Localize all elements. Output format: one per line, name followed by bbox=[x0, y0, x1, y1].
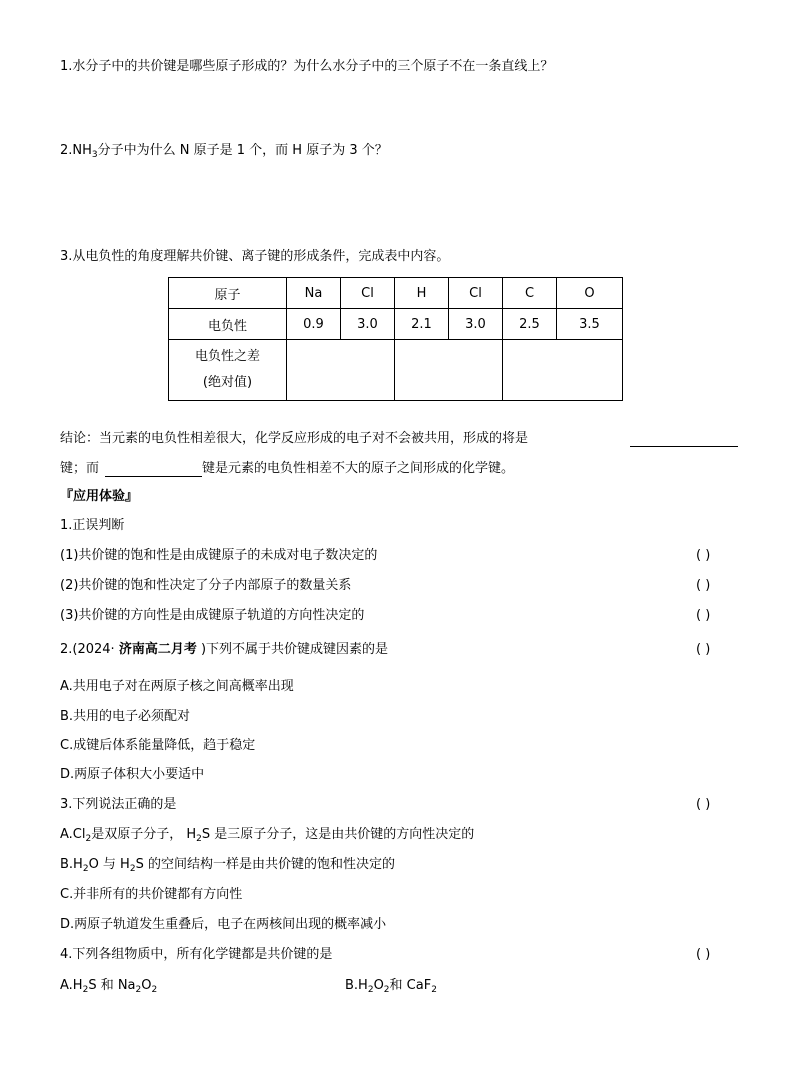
mc2-option-d: D.两原子体积大小要适中 bbox=[60, 767, 205, 782]
question-1-text: 1.水分子中的共价键是哪些原子形成的？为什么水分子中的三个原子不在一条直线上？ bbox=[60, 59, 554, 74]
conclusion-blank-2[interactable] bbox=[105, 476, 202, 477]
question-1 bbox=[60, 58, 553, 76]
mc2-stem: 2.(2024· 济南高二月考 )下列不属于共价键成键因素的是 bbox=[60, 642, 389, 657]
mc3-stem: 3.下列说法正确的是 bbox=[60, 797, 177, 812]
mc2-option-b: B.共用的电子必须配对 bbox=[60, 709, 191, 724]
judge-item: (1)共价键的饱和性是由成键原子的未成对电子数决定的 bbox=[60, 548, 378, 563]
table-cell-value: 3.0 bbox=[449, 309, 503, 340]
conclusion-line-2: 键；而 bbox=[60, 461, 100, 476]
answer-paren[interactable]: ( ) bbox=[696, 578, 711, 593]
judge-item: (2)共价键的饱和性决定了分子内部原子的数量关系 bbox=[60, 578, 352, 593]
answer-paren[interactable]: ( ) bbox=[696, 947, 711, 962]
table-cell-value: 2.1 bbox=[395, 309, 449, 340]
mc4-option-a: $A.H_2S$ 和 $Na_2O_2$ bbox=[60, 978, 158, 995]
electronegativity-table bbox=[168, 277, 623, 401]
table-header-diff: 电负性之差 (绝对值) bbox=[169, 340, 287, 401]
answer-paren[interactable]: ( ) bbox=[696, 608, 711, 623]
conclusion-blank-1[interactable] bbox=[630, 446, 738, 447]
mc3-option-d: D.两原子轨道发生重叠后，电子在两核间出现的概率减小 bbox=[60, 917, 387, 932]
table-cell-atom: Cl bbox=[341, 278, 395, 309]
answer-paren[interactable]: ( ) bbox=[696, 548, 711, 563]
table-header-en: 电负性 bbox=[169, 309, 287, 340]
section-title: 『应用体验』 bbox=[60, 489, 139, 504]
table-cell-atom: Cl bbox=[449, 278, 503, 309]
mc2-option-a: A.共用电子对在两原子核之间高概率出现 bbox=[60, 679, 294, 694]
answer-paren[interactable]: ( ) bbox=[696, 797, 711, 812]
answer-paren[interactable]: ( ) bbox=[696, 642, 711, 657]
judge-title: 1.正误判断 bbox=[60, 518, 125, 533]
mc4-option-b: $B.H_2O_2$和 CaF$_2$ bbox=[345, 978, 437, 995]
table-cell-value: 3.0 bbox=[341, 309, 395, 340]
table-cell-value: 0.9 bbox=[287, 309, 341, 340]
table-cell-value: 2.5 bbox=[503, 309, 557, 340]
mc2-source: 济南高二月考 bbox=[118, 642, 197, 657]
question-2: $2.NH_3$分子中为什么 N 原子是 1 个，而 H 原子为 3 个？ bbox=[60, 143, 388, 160]
table-cell-atom: Na bbox=[287, 278, 341, 309]
table-answer-cell[interactable] bbox=[287, 340, 395, 401]
conclusion-line-1: 结论：当元素的电负性相差很大，化学反应形成的电子对不会被共用，形成的将是 bbox=[60, 431, 529, 446]
mc3-option-a: $A.Cl_2$是双原子分子， $H_2S$ 是三原子分子，这是由共价键的方向性决定的 bbox=[60, 827, 475, 844]
table-answer-cell[interactable] bbox=[395, 340, 503, 401]
table-cell-atom: O bbox=[557, 278, 623, 309]
mc2-option-c: C.成键后体系能量降低，趋于稳定 bbox=[60, 738, 256, 753]
mc3-option-b: $B.H_2O$ 与 $H_2S$ 的空间结构一样是由共价键的饱和性决定的 bbox=[60, 857, 395, 874]
table-cell-atom: H bbox=[395, 278, 449, 309]
table-cell-atom: C bbox=[503, 278, 557, 309]
question-3: 3.从电负性的角度理解共价键、离子键的形成条件，完成表中内容。 bbox=[60, 249, 450, 264]
conclusion-line-2-tail: 键是元素的电负性相差不大的原子之间形成的化学键。 bbox=[202, 461, 515, 476]
table-cell-value: 3.5 bbox=[557, 309, 623, 340]
mc3-option-c: C.并非所有的共价键都有方向性 bbox=[60, 887, 243, 902]
judge-item: (3)共价键的方向性是由成键原子轨道的方向性决定的 bbox=[60, 608, 365, 623]
table-header-atom: 原子 bbox=[169, 278, 287, 309]
mc4-stem: 4.下列各组物质中，所有化学键都是共价键的是 bbox=[60, 947, 333, 962]
table-answer-cell[interactable] bbox=[503, 340, 623, 401]
